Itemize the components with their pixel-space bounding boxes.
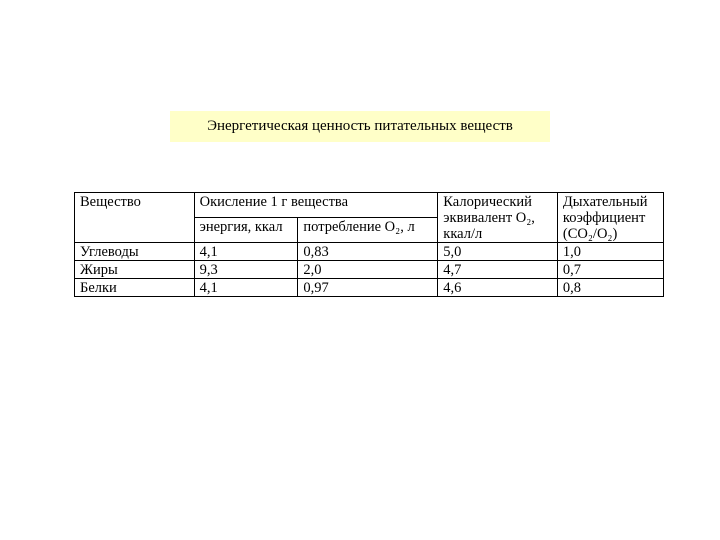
header-respiratory-coefficient xyxy=(557,193,663,243)
cell-substance: Белки xyxy=(75,279,195,297)
header-o2-consumption: потребление O₂, л xyxy=(298,218,438,243)
header-resp-line1: Дыхательный xyxy=(562,194,648,210)
slide-title xyxy=(170,111,550,142)
table-row xyxy=(75,261,664,279)
slide-title-text: Энергетическая ценность питательных веществ xyxy=(207,118,513,134)
cell-resp: 0,7 xyxy=(557,261,663,279)
table-row xyxy=(75,243,664,261)
cell-energy: 4,1 xyxy=(194,279,298,297)
cell-caloric: 5,0 xyxy=(438,243,558,261)
header-resp-line2: коэффициент xyxy=(562,210,646,226)
table-header-row xyxy=(75,193,664,218)
cell-resp: 1,0 xyxy=(557,243,663,261)
cell-caloric: 4,6 xyxy=(438,279,558,297)
header-oxidation: Окисление 1 г вещества xyxy=(194,193,438,218)
cell-resp: 0,8 xyxy=(557,279,663,297)
table-row xyxy=(75,279,664,297)
header-caloric-equivalent xyxy=(438,193,558,243)
cell-energy: 9,3 xyxy=(194,261,298,279)
header-substance: Вещество xyxy=(75,193,195,243)
cell-o2: 2,0 xyxy=(298,261,438,279)
cell-o2: 0,97 xyxy=(298,279,438,297)
header-energy: энергия, ккал xyxy=(194,218,298,243)
header-caloric-line3: ккал/л xyxy=(443,226,483,242)
cell-substance: Жиры xyxy=(75,261,195,279)
nutrient-energy-table xyxy=(74,192,664,297)
cell-substance: Углеводы xyxy=(75,243,195,261)
header-caloric-line1: Калорический xyxy=(443,194,532,210)
cell-o2: 0,83 xyxy=(298,243,438,261)
cell-caloric: 4,7 xyxy=(438,261,558,279)
cell-energy: 4,1 xyxy=(194,243,298,261)
header-caloric-line2: эквивалент O₂, xyxy=(443,210,535,226)
header-resp-line3: (CO₂/O₂) xyxy=(562,226,618,242)
